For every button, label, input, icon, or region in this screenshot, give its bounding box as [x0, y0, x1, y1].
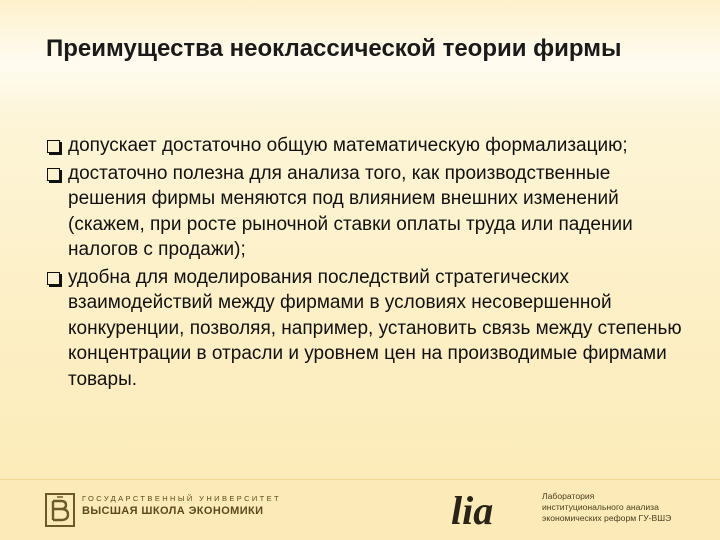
- university-name-bottom: ВЫСШАЯ ШКОЛА ЭКОНОМИКИ: [82, 505, 264, 517]
- checkbox-bullet-icon: [47, 140, 60, 153]
- lab-logo-icon: [449, 488, 535, 532]
- bullet-text: допускает достаточно общую математическую формализацию;: [68, 135, 628, 156]
- bullet-text: достаточно полезна для анализа того, как производственные решения фирмы меняются под влиянием внешних изменений (скажем, при росте рыночной ставки оплаты труда или падении налогов с продажи);: [68, 162, 633, 260]
- bullet-text: удобна для моделирования последствий стратегических взаимодействий между фирмами в условиях несовершенной конкуренции, позволяя, например, установить связь между степенью концентрации в отрасли и уровнем цен на производимые фирмами товары.: [68, 266, 682, 390]
- lab-caption-line: институционального анализа: [542, 502, 659, 512]
- lab-caption-line: Лаборатория: [542, 491, 595, 501]
- slide-title: Преимущества неоклассической теории фирмы: [46, 35, 622, 62]
- bullet-item: [46, 133, 686, 159]
- bullet-item: [46, 265, 686, 393]
- lab-caption-line: экономических реформ ГУ-ВШЭ: [542, 513, 672, 523]
- bullet-item: [46, 161, 686, 263]
- lab-logo-lettering: lia: [451, 488, 494, 532]
- university-name-top: ГОСУДАРСТВЕННЫЙ УНИВЕРСИТЕТ: [82, 494, 282, 503]
- lab-caption: [542, 491, 717, 524]
- bullet-list: [46, 133, 686, 394]
- checkbox-bullet-icon: [47, 168, 60, 181]
- checkbox-bullet-icon: [47, 272, 60, 285]
- hse-emblem-icon: [44, 492, 76, 528]
